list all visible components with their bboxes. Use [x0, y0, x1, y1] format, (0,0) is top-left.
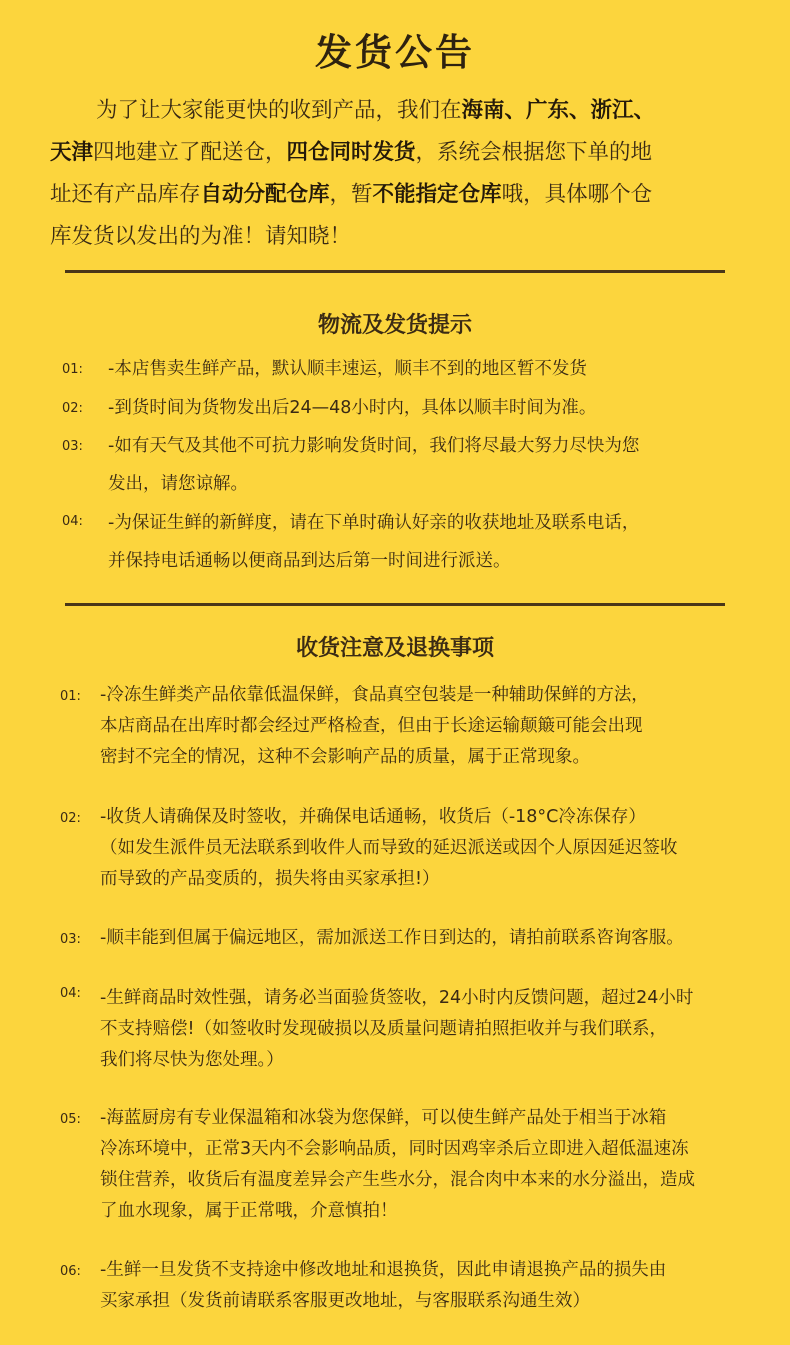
item-number: 01: [62, 362, 83, 377]
item-line: -为保证生鲜的新鲜度，请在下单时确认好亲的收获地址及联系电话， [108, 513, 640, 533]
item-number: 02: [62, 401, 83, 416]
page-title: 发货公告 [315, 31, 475, 74]
shipping-section-title: 物流及发货提示 [317, 313, 472, 338]
section-divider [65, 603, 725, 606]
item-line: （如发生派件员无法联系到收件人而导致的延迟派送或因个人原因延迟签收 [100, 838, 678, 858]
item-line: 我们将尽快为您处理。） [100, 1050, 284, 1070]
item-line: 发出，请您谅解。 [108, 474, 248, 494]
item-number: 04: [62, 514, 83, 529]
item-number: 04: [60, 986, 81, 1001]
intro-text: 哦，具体哪个仓 [501, 182, 653, 207]
intro-paragraph [50, 90, 750, 258]
item-number: 03: [60, 932, 81, 947]
intro-text: ，暂 [329, 182, 373, 207]
item-line: -收货人请确保及时签收，并确保电话通畅，收货后（-18°C冷冻保存） [100, 807, 646, 827]
intro-highlight: 海南、广东、浙江、 [461, 98, 656, 123]
item-line: 了血水现象，属于正常哦，介意慎拍！ [100, 1201, 398, 1221]
item-line: 锁住营养，收货后有温度差异会产生些水分，混合肉中本来的水分溢出，造成 [100, 1170, 695, 1190]
item-line: -生鲜一旦发货不支持途中修改地址和退换货，因此申请退换产品的损失由 [100, 1260, 667, 1280]
section-divider [65, 270, 725, 273]
intro-highlight: 不能指定仓库 [372, 182, 502, 207]
item-line: -顺丰能到但属于偏远地区，需加派送工作日到达的，请拍前联系咨询客服。 [100, 928, 684, 948]
intro-text: 四地建立了配送仓， [93, 140, 287, 165]
intro-highlight: 四仓同时发货 [286, 140, 416, 165]
receiving-section-title: 收货注意及退换事项 [295, 636, 494, 661]
intro-text: 库发货以发出的为准！请知晓！ [50, 224, 352, 249]
item-line: 冷冻环境中，正常3天内不会影响品质，同时因鸡宰杀后立即进入超低温速冻 [100, 1139, 689, 1159]
intro-text: 址还有产品库存 [50, 182, 201, 207]
item-number: 06: [60, 1264, 81, 1279]
item-line: 本店商品在出库时都会经过严格检查，但由于长途运输颠簸可能会出现 [100, 716, 643, 736]
item-line: -如有天气及其他不可抗力影响发货时间，我们将尽最大努力尽快为您 [108, 436, 640, 456]
intro-text: 为了让大家能更快的收到产品，我们在 [96, 98, 462, 123]
item-line: -冷冻生鲜类产品依靠低温保鲜，食品真空包装是一种辅助保鲜的方法， [100, 685, 649, 705]
item-line: -生鲜商品时效性强，请务必当面验货签收，24小时内反馈问题，超过24小时 [100, 988, 694, 1008]
item-number: 02: [60, 811, 81, 826]
item-line: -本店售卖生鲜产品，默认顺丰速运，顺丰不到的地区暂不发货 [108, 359, 587, 379]
item-line: 不支持赔偿!（如签收时发现破损以及质量问题请拍照拒收并与我们联系， [100, 1019, 668, 1039]
intro-text: ，系统会根据您下单的地 [415, 140, 653, 165]
item-line: 并保持电话通畅以便商品到达后第一时间进行派送。 [108, 551, 511, 571]
item-number: 01: [60, 689, 81, 704]
item-line: -到货时间为货物发出后24—48小时内，具体以顺丰时间为准。 [108, 398, 597, 418]
item-line: 密封不完全的情况，这种不会影响产品的质量，属于正常现象。 [100, 747, 590, 767]
intro-highlight: 自动分配仓库 [200, 182, 330, 207]
item-number: 05: [60, 1112, 81, 1127]
item-number: 03: [62, 439, 83, 454]
item-line: -海蓝厨房有专业保温箱和冰袋为您保鲜，可以使生鲜产品处于相当于冰箱 [100, 1108, 667, 1128]
item-line: 而导致的产品变质的，损失将由买家承担!） [100, 869, 440, 889]
item-line: 买家承担（发货前请联系客服更改地址，与客服联系沟通生效） [100, 1291, 590, 1311]
intro-highlight: 天津 [50, 140, 94, 165]
